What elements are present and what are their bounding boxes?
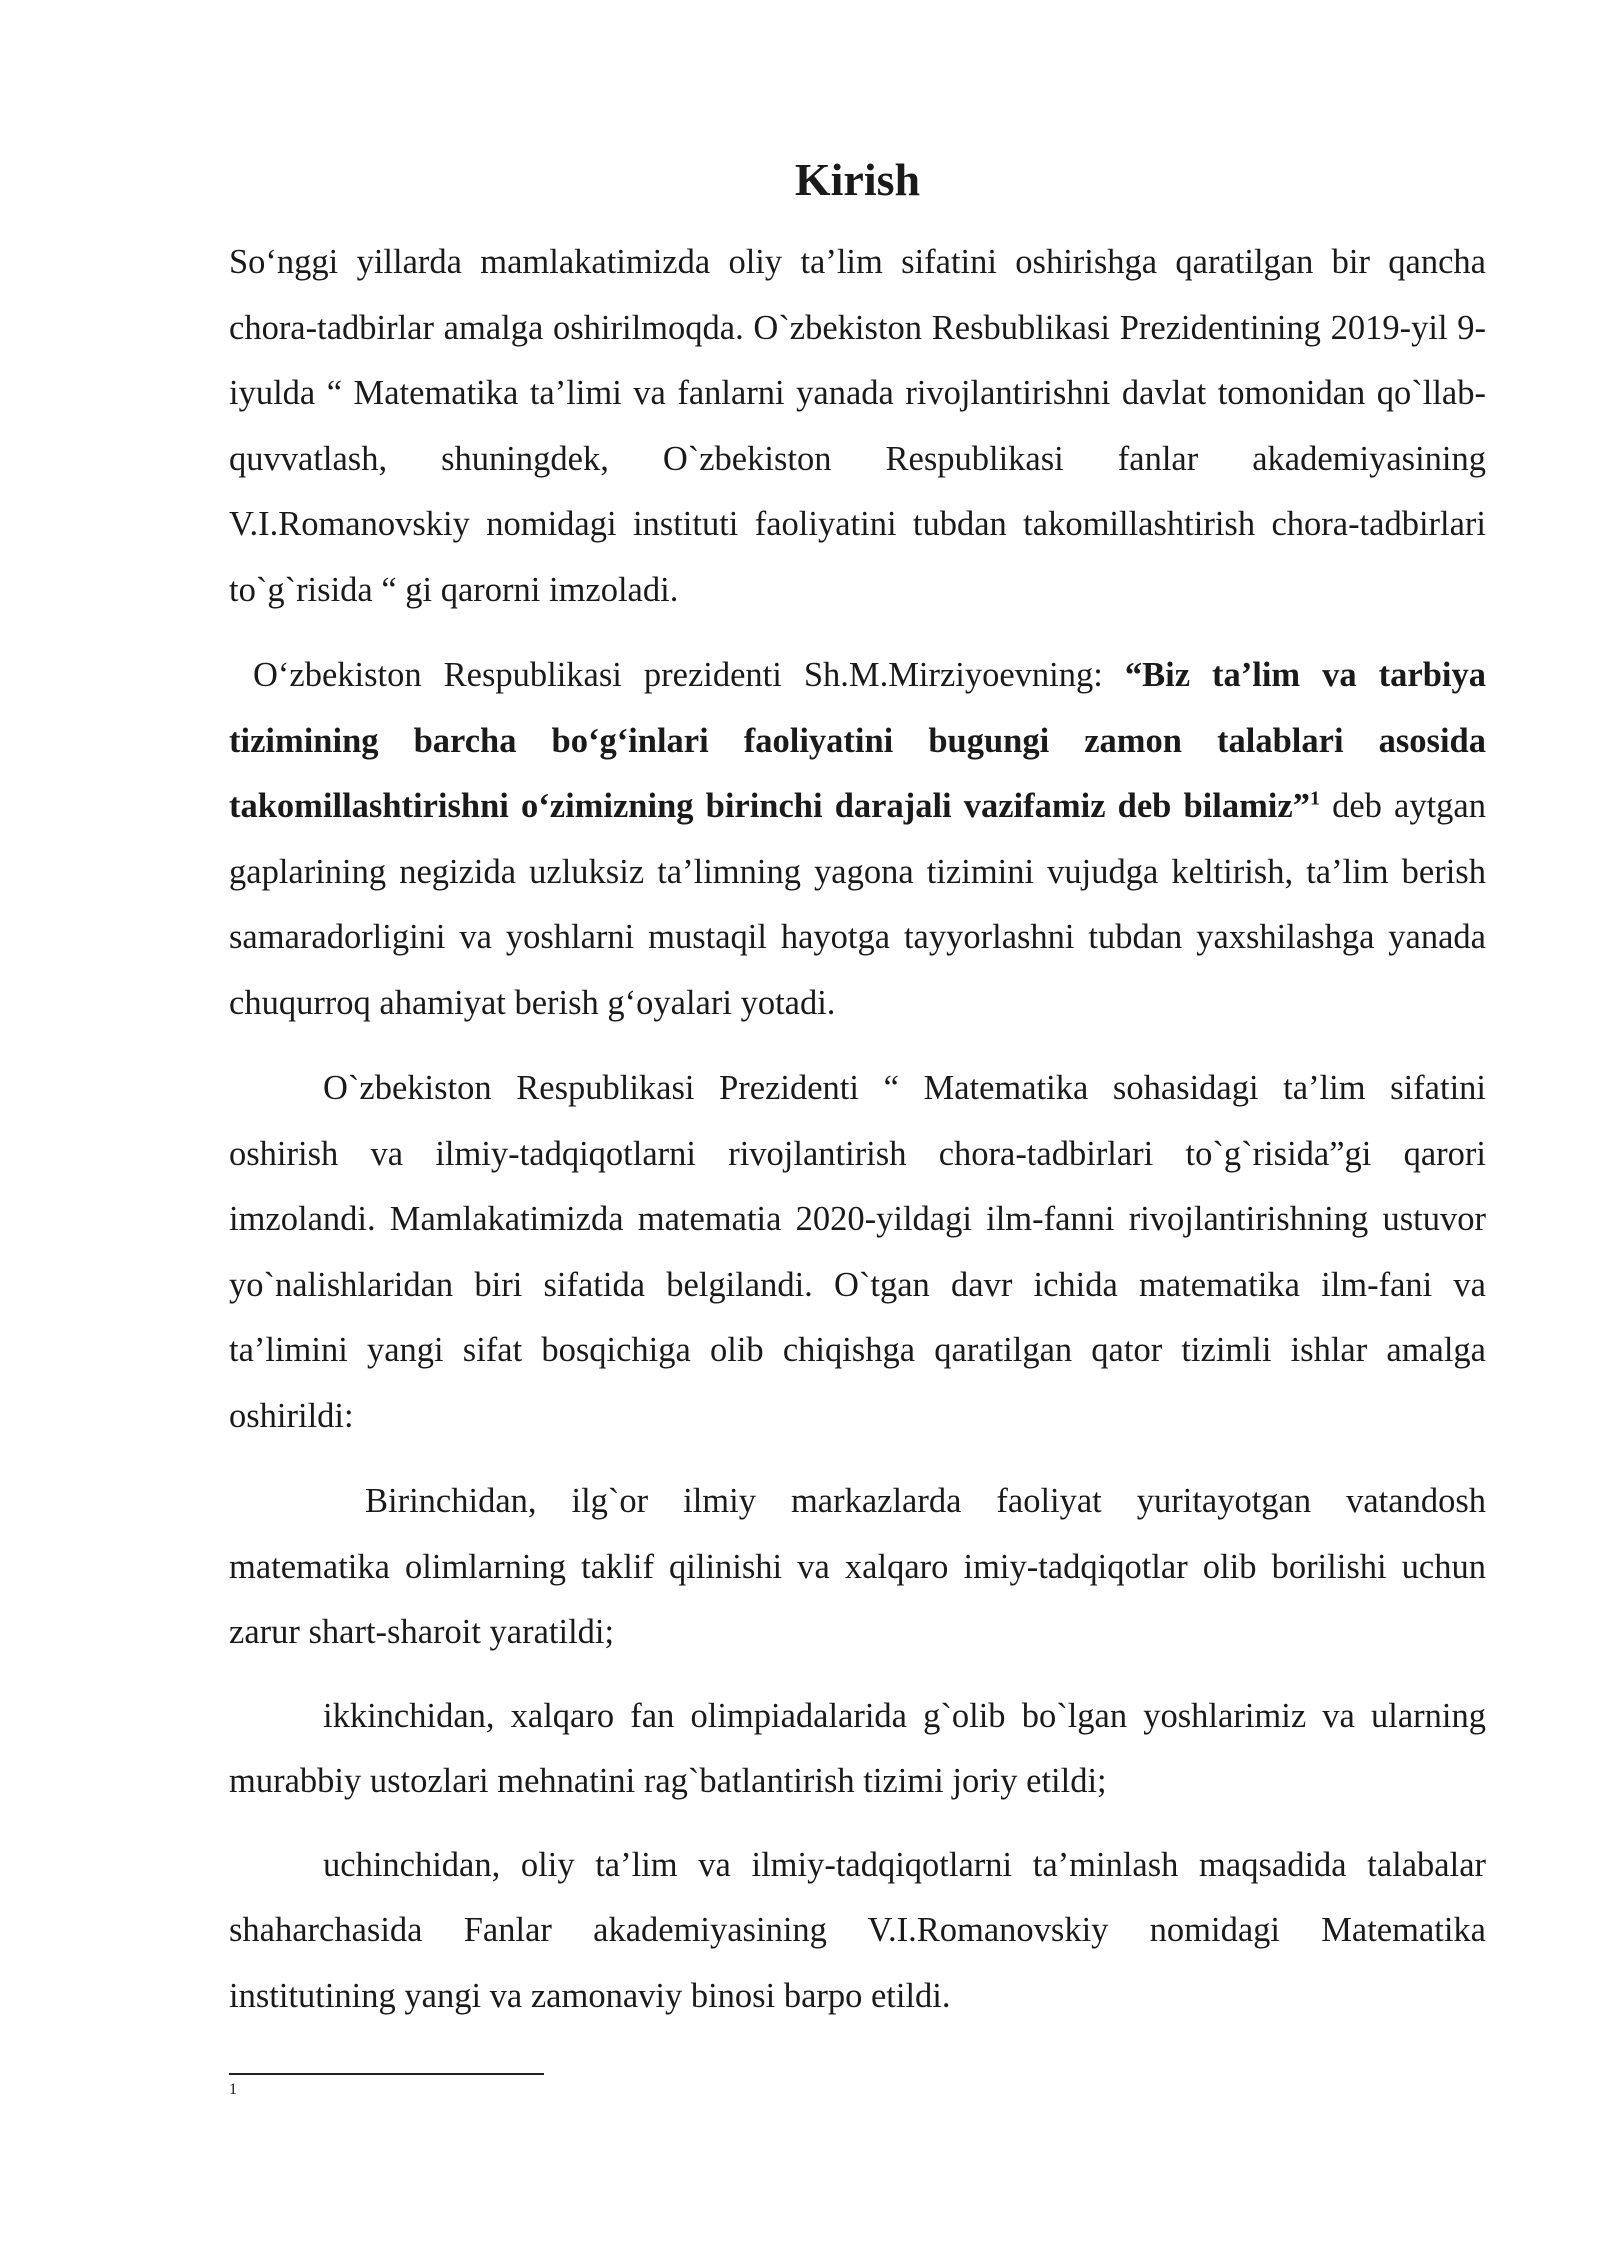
paragraph-president-quote	[229, 643, 1486, 1036]
paragraph-intro: So‘nggi yillarda mamlakatimizda oliy ta’lim sifatini oshirishga qaratilgan bir qancha chora-tadbirlar amalga oshirilmoqda. O`zbekiston Resbublikasi Prezidentining 2019-yil 9-iyulda “ Matematika ta’limi va fanlarni yanada rivojlantirishni davlat tomonidan qo`llab-quvvatlash, shuningdek, O`zbekiston Respublikasi fanlar akademiyasining V.I.Romanovskiy nomidagi instituti faoliyatini tubdan takomillashtirish chora-tadbirlari to`g`risida “ gi qarorni imzoladi.	[229, 243, 1486, 609]
paragraph-spacer	[229, 1449, 1486, 1469]
footnote-reference[interactable]: 1	[1309, 787, 1320, 810]
paragraph-spacer	[229, 623, 1486, 643]
quote-intro-text: O‘zbekiston Respublikasi prezidenti Sh.M.Mirziyoevning:	[253, 656, 1125, 694]
president-quote-text: “Biz ta’lim va tarbiya tizimining barcha bo‘g‘inlari faoliyatini bugungi zamon talablari asosida takomillashtirishni o‘zimizning birinchi darajali vazifamiz deb bilamiz”	[229, 656, 1486, 825]
paragraph-spacer	[229, 1666, 1486, 1684]
paragraph-firstly: Birinchidan, ilg`or ilmiy markazlarda faoliyat yuritayotgan vatandosh matematika olimlarning taklif qilinishi va xalqaro imiy-tadqiqotlar olib borilishi uchun zarur shart-sharoit yaratildi;	[229, 1482, 1486, 1651]
paragraph-thirdly: uchinchidan, oliy ta’lim va ilmiy-tadqiqotlarni ta’minlash maqsadida talabalar shaharchasida Fanlar akademiyasining V.I.Romanovskiy nomidagi Matematika institutining yangi va zamonaviy binosi barpo etildi.	[229, 1845, 1486, 2015]
footnote-number: 1	[229, 2081, 237, 2098]
paragraph-spacer	[229, 1036, 1486, 1056]
paragraph-secondly: ikkinchidan, xalqaro fan olimpiadalarida g`olib bo`lgan yoshlarimiz va ularning murabbiy ustozlari mehnatini rag`batlantirish tizimi joriy etildi;	[229, 1696, 1486, 1800]
paragraph-decree: O`zbekiston Respublikasi Prezidenti “ Matematika sohasidagi ta’lim sifatini oshirish va ilmiy-tadqiqotlarni rivojlantirish chora-tadbirlari to`g`risida”gi qarori imzolandi. Mamlakatimizda matematia 2020-yildagi ilm-fanni rivojlantirishning ustuvor yo`nalishlaridan biri sifatida belgilandi. O`tgan davr ichida matematika ilm-fani va ta’limini yangi sifat bosqichiga olib chiqishga qaratilgan qator tizimli ishlar amalga oshirildi:	[229, 1069, 1486, 1435]
paragraph-spacer	[229, 1815, 1486, 1833]
document-page	[229, 150, 1486, 2029]
quote-continuation-text: deb aytgan gaplarining negizida uzluksiz ta’limning yagona tizimini vujudga keltirish, ta’lim berish samaradorligini va yoshlarni mustaqil hayotga tayyorlashni tubdan yaxshilashga yanada chuqurroq ahamiyat berish g‘oyalari yotadi.	[229, 787, 1486, 1022]
page-title: Kirish	[794, 154, 921, 205]
footnote-separator	[229, 2073, 544, 2075]
